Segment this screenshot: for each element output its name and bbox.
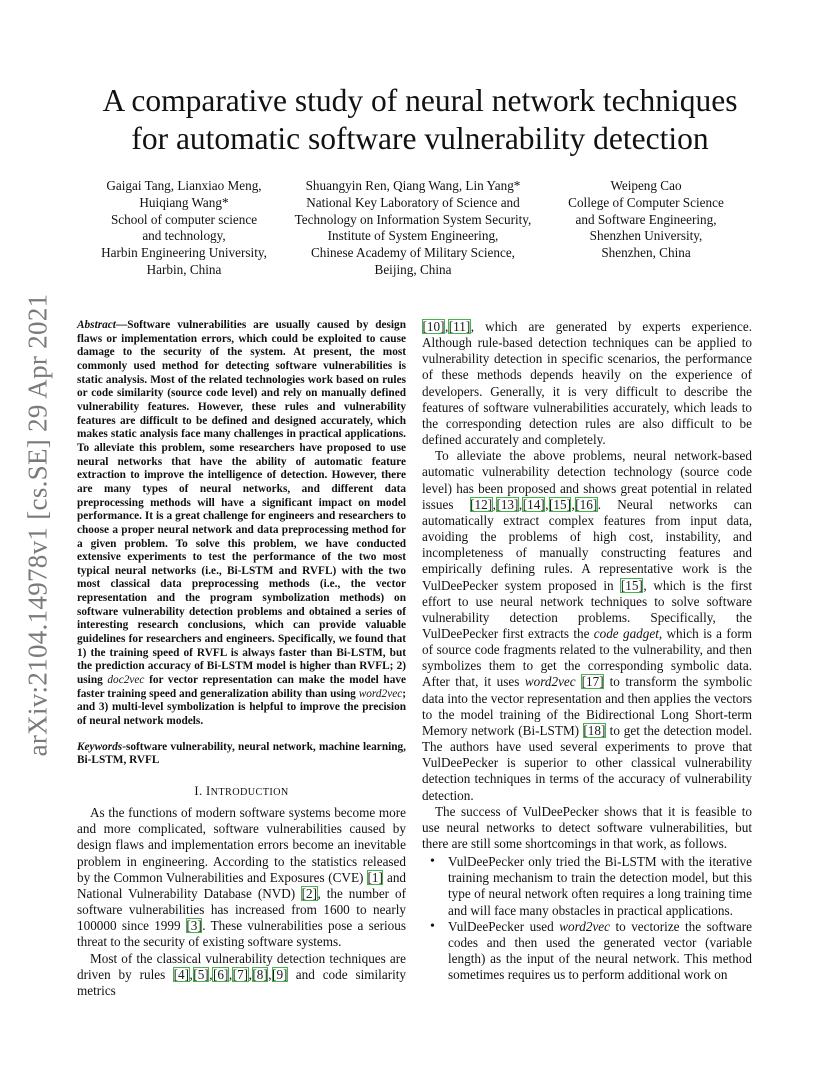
citation-link[interactable]: [14] <box>522 496 545 512</box>
intro-paragraph-1 <box>77 805 406 950</box>
citation-link[interactable]: [1] <box>367 869 383 885</box>
citation-link[interactable]: [11] <box>448 319 471 334</box>
author-line: Chinese Academy of Military Science, <box>311 245 515 261</box>
list-item-text: VulDeePecker only tried the Bi-LSTM with the iterative training mechanism to train the detection model, but this type of neural network often requires a long training time and will face many obstacles in practical applications. <box>448 854 752 918</box>
citation-link[interactable]: [7] <box>232 966 249 982</box>
paper-title <box>60 82 780 158</box>
keywords-label: Keywords <box>77 740 123 753</box>
section-heading-introduction <box>77 783 406 801</box>
citation-link[interactable]: [15] <box>620 577 643 593</box>
paragraph-text: to get the detection model. The authors have used several experiments to prove that VulDeePecker is superior to other classical vulnerability detection techniques in terms of the accuracy of vulnerability detection. <box>422 722 752 803</box>
author-line: National Key Laboratory of Science and <box>306 194 520 210</box>
paragraph-text: Most of the classical vulnerability detection techniques are driven by rules <box>77 950 406 982</box>
citation-link[interactable]: [15] <box>549 496 571 512</box>
shortcomings-list <box>422 854 752 983</box>
author-block-3 <box>553 178 739 262</box>
intro-paragraph-2-continued: [10],[11], which are generated by experts experience. Although rule-based detection techniques can be applied to vulnerability detection in specific scenarios, the performance of these methods depends heavily on the experience of developers. Generally, it is very difficult to describe the features of software vulnerabilities accurately, which leads to the corresponding detection rules are also difficult to be defined accurately and completely. <box>422 319 752 448</box>
keywords-text: -software vulnerability, neural network, machine learning, Bi-LSTM, RVFL <box>77 740 406 767</box>
abstract-text: for vector representation can make the model have faster training speed and generalization ability than using <box>77 674 407 700</box>
list-item-text: VulDeePecker used <box>448 918 560 934</box>
citation-link[interactable]: [16] <box>575 496 598 512</box>
author-line: Shenzhen University, <box>589 228 703 244</box>
abstract-text: —Software vulnerabilities are usually caused by design flaws or implementation errors, which could be exploited to cause damage to the security of the system. At present, the most commonly used method for detecting software vulnerabilities is static analysis. Most of the related technologies work based on rules or code similarity (source code level) and rely on manually defined vulnerability features. However, these rules and vulnerability features are difficult to be defined and designed accurately, which makes static analysis face many challenges in practical applications. To alleviate this problem, some researchers have proposed to use neural networks that have the ability of automatic feature extraction to improve the intelligence of detection. However, there are many types of neural networks, and different data preprocessing methods will have a significant impact on model performance. It is a great challenge for engineers and researchers to choose a proper neural network and data preprocessing method for a given problem. To solve this problem, we have conducted extensive experiments to test the performance of the two most typical neural networks (i.e., Bi-LSTM and RVFL) with the two most classical data preprocessing methods (i.e., the vector representation and the program symbolization methods) on software vulnerability detection problems and obtained a series of interesting research conclusions, which can provide valuable guidelines for researchers and engineers. Specifically, we found that 1) the training speed of RVFL is always faster than Bi-LSTM, but the prediction accuracy of Bi-LSTM model is higher than RVFL; 2) using <box>77 319 406 687</box>
paragraph-text: , the number of software vulnerabilities has increased from 1600 to nearly 100000 since 1999 <box>77 885 406 934</box>
author-line: Harbin, China <box>146 261 222 277</box>
citation-link[interactable]: [9] <box>272 966 288 982</box>
right-column <box>422 319 752 983</box>
abstract-math-doc2vec: doc2vec <box>107 674 145 687</box>
title-line-2: for automatic software vulnerability detection <box>131 121 709 156</box>
paragraph-text: As the functions of modern software systems become more and more complicated, software vulnerabilities caused by design flaws and implementation errors become an inevitable problem in engineering. According to the statistics released by the Common Vulnerabilities and Exposures (CVE) <box>77 805 406 885</box>
author-line: and technology, <box>142 228 226 244</box>
paragraph-text: to transform the symbolic data into the vector representation and then applies the vectors to the model training of the Bidirectional Long Short-term Memory network (Bi-LSTM) <box>422 674 753 738</box>
citation-link[interactable]: [2] <box>301 885 318 901</box>
citation-link[interactable]: [6] <box>212 966 229 982</box>
paragraph-text: and National Vulnerability Database (NVD) <box>77 869 407 901</box>
keywords <box>77 741 406 768</box>
citation-link[interactable]: [4] <box>173 966 189 982</box>
citation-link[interactable]: [8] <box>252 966 268 982</box>
paragraph-text: To alleviate the above problems, neural network-based automatic vulnerability detection technology (source code level) has been proposed and shows great potential in related issues <box>422 448 752 512</box>
list-item <box>448 854 752 919</box>
citation-link[interactable]: [3] <box>186 918 202 934</box>
paragraph-text: , which is a form of source code fragments related to the vulnerability, and then symbolizes them to get the corresponding symbolic data. After that, it uses <box>422 625 752 690</box>
math-code-gadget: code gadget <box>593 625 659 641</box>
author-block-1 <box>86 178 282 279</box>
author-line: Shuangyin Ren, Qiang Wang, Lin Yang* <box>305 178 521 193</box>
author-block-2 <box>283 178 543 279</box>
section-heading-rest: NTRODUCTION <box>210 787 289 798</box>
section-numeral: I. <box>194 784 207 798</box>
paragraph-text: . Neural networks can automatically extract complex features from input data, avoiding the problems of high cost, instability, and incompleteness of manually constructing features and empirically defining rules. A representative work is the VulDeePecker system proposed in <box>422 496 752 593</box>
author-line: and Software Engineering, <box>575 211 717 227</box>
author-line: School of computer science <box>110 211 258 227</box>
citation-link[interactable]: [17] <box>581 674 604 690</box>
math-word2vec: word2vec <box>524 674 576 690</box>
paragraph-text: , which is the first effort to use neural network techniques to solve software vulnerability detection problems. Specifically, the VulDeePecker first extracts the <box>422 577 752 641</box>
abstract <box>77 319 406 729</box>
author-line: Gaigai Tang, Lianxiao Meng, <box>106 178 262 193</box>
list-item-text: to vectorize the software codes and then used the generated vector (variable length) as the input of the neural network. This method sometimes requires us to perform additional work on <box>448 918 752 983</box>
author-line: Institute of System Engineering, <box>327 228 499 244</box>
intro-paragraph-4: The success of VulDeePecker shows that it is feasible to use neural networks to detect software vulnerabilities, but there are still some shortcomings in that work, as follows. <box>422 803 752 851</box>
author-line: Beijing, China <box>374 261 452 277</box>
paragraph-text: and code similarity metrics <box>77 966 407 998</box>
arxiv-sidebar <box>14 290 62 760</box>
author-line: College of Computer Science <box>568 194 724 210</box>
paragraph-text: , which are generated by experts experience. Although rule-based detection techniques can be applied to vulnerability detection in specific scenarios, the performance of these methods depends heavily on the experience of developers. Generally, it is very difficult to describe the features of software vulnerabilities accurately, which leads to the corresponding detection rules are also difficult to be defined accurately and completely. <box>422 319 752 448</box>
section-heading-initial: I <box>206 784 211 798</box>
arxiv-identifier: arXiv:2104.14978v1 [cs.SE] 29 Apr 2021 <box>22 293 53 757</box>
citation-link[interactable]: [5] <box>193 966 209 982</box>
abstract-math-word2vec: word2vec <box>358 687 403 700</box>
list-item <box>448 919 752 984</box>
intro-paragraph-2: Most of the classical vulnerability detection techniques are driven by rules [4],[5],[6],[7],[8],[9] and code similarity metrics <box>77 950 407 998</box>
citation-link[interactable]: [10] <box>422 319 445 334</box>
math-word2vec: word2vec <box>559 918 610 934</box>
left-column <box>77 319 406 999</box>
author-line: Weipeng Cao <box>610 178 682 193</box>
citation-link[interactable]: [13] <box>496 496 519 512</box>
intro-paragraph-3: To alleviate the above problems, neural network-based automatic vulnerability detection technology (source code level) has been proposed and shows great potential in related issues [12],[13],[14],[15],[16]. Neural networks can automatically extract complex features from input data, avoiding the problems of high cost, instability, and incompleteness of manually constructing features and empirically defining rules. A representative work is the VulDeePecker system proposed in [15], which is the first effort to use neural network techniques to solve software vulnerability detection problems. Specifically, the VulDeePecker first extracts the code gadget, which is a form of source code fragments related to the vulnerability, and then symbolizes them to get the corresponding symbolic data. After that, it uses word2vec [17] to transform the symbolic data into the vector representation and then applies the vectors to the model training of the Bidirectional Long Short-term Memory network (Bi-LSTM) [18] to get the detection model. The authors have used several experiments to prove that VulDeePecker is superior to other classical vulnerability detection techniques in terms of the accuracy of vulnerability detection. <box>422 448 753 803</box>
author-line: Technology on Information System Security, <box>294 211 532 227</box>
author-line: Harbin Engineering University, <box>101 245 267 261</box>
abstract-label: Abstract <box>77 319 116 331</box>
paragraph-text: . These vulnerabilities pose a serious threat to the security of existing software systems. <box>77 918 406 950</box>
title-line-1: A comparative study of neural network techniques <box>102 83 738 118</box>
author-line: Huiqiang Wang* <box>139 194 229 210</box>
citation-link[interactable]: [12] <box>470 496 493 512</box>
citation-link[interactable]: [18] <box>583 722 606 738</box>
author-line: Shenzhen, China <box>601 245 691 261</box>
abstract-text: ; and 3) multi-level symbolization is helpful to improve the precision of neural network models. <box>77 687 406 728</box>
